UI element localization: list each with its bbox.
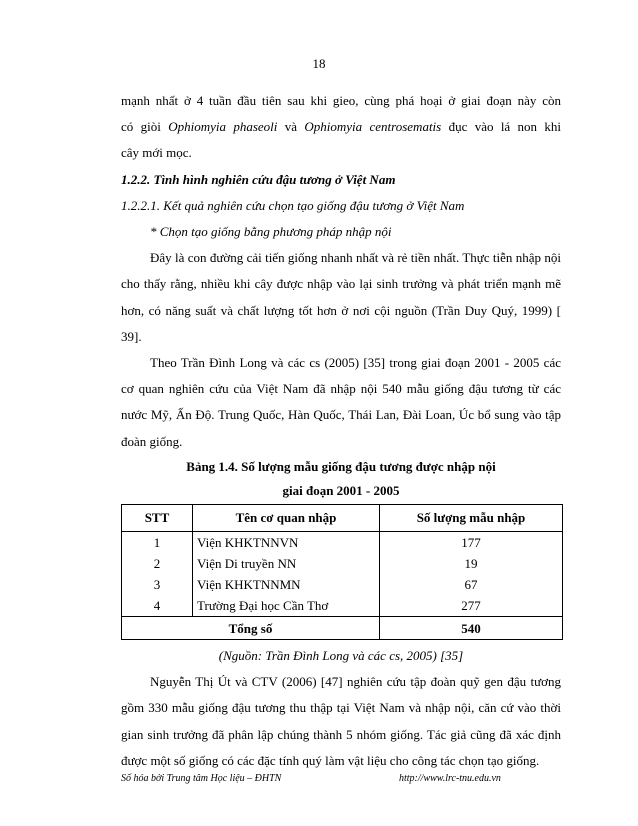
table-cell: Viện KHKTNNVN [197,535,299,551]
intro-text: đục vào lá non khi [441,119,562,135]
intro-line-3: cây mới mọc. [121,145,192,161]
paragraph-import-stats: Theo Trần Đình Long và các cs (2005) [35] trong giai đoạn 2001 - 2005 các cơ quan nghiên cứu của Việt Nam đã nhập nội 540 mẫu giống đậu tương từ các nước Mỹ, Ấn Độ. Trung Quốc, Hàn Quốc, Thái Lan, Đài Loan, Úc bổ sung vào tập đoàn giống. [121,355,561,449]
import-table [121,504,563,640]
table-subtitle: giai đoạn 2001 - 2005 [282,482,400,498]
table-body-row [122,532,563,617]
subsection-heading: 1.2.2.1. Kết quả nghiên cứu chọn tạo giống đậu tương ở Việt Nam [121,197,465,213]
paragraph-germplasm: Nguyễn Thị Út và CTV (2006) [47] nghiên cứu tập đoàn quỹ gen đậu tương gồm 330 mẫu giống đậu tương thu thập tại Việt Nam và nhập nội, căn cứ vào thời gian sinh trưởng đã phân lập chúng thành 5 nhóm giống. Tác giả cũng đã xác định được một số giống có các đặc tính quý làm vật liệu cho công tác chọn tạo giống. [121,674,561,768]
method-heading: * Chọn tạo giống bằng phương pháp nhập nội [150,224,392,240]
section-heading: 1.2.2. Tình hình nghiên cứu đậu tương ở Việt Nam [121,171,396,187]
table-cell: 277 [461,598,481,614]
species-name: Ophiomyia centrosematis [304,119,442,135]
page-number: 18 [312,56,326,71]
table-cell: Viện Di truyền NN [197,556,297,572]
species-name: Ophiomyia phaseoli [168,119,278,135]
intro-line-2 [121,114,561,140]
intro-text: có giòi [121,119,169,135]
stt-column [122,532,193,617]
table-header-row [122,504,563,531]
intro-text: và [277,119,305,135]
table-cell: 177 [461,535,481,551]
paragraph-import-method: Đây là con đường cải tiến giống nhanh nhất và rẻ tiền nhất. Thực tiễn nhập nội cho thấy rằng, nhiều khi cây được nhập vào lại sinh trưởng và phát triển mạnh mẽ hơn, có năng suất và chất lượng tốt hơn ở nơi cội nguồn (Trần Duy Quý, 1999) [ 39]. [121,250,561,344]
table-cell: Viện KHKTNNMN [197,577,301,593]
table-cell: 1 [153,535,161,551]
total-label: Tổng số [122,617,380,640]
table-cell: Trường Đại học Cần Thơ [197,598,329,614]
table-total-row [122,617,563,640]
header-count: Số lượng mẫu nhập [380,504,563,531]
footer-url: http://www.lrc-tnu.edu.vn [399,773,501,784]
table-cell: 4 [153,598,161,614]
table-cell: 3 [153,577,161,593]
table-source: (Nguồn: Trần Đình Long và các cs, 2005) [35] [218,648,464,664]
agency-column [193,532,380,617]
table-cell: 67 [464,577,478,593]
footer-digitized-by: Số hóa bởi Trung tâm Học liệu – ĐHTN [121,773,282,784]
table-cell: 2 [153,556,161,572]
header-stt: STT [122,504,193,531]
count-column [380,532,563,617]
total-value: 540 [380,617,563,640]
table-cell: 19 [464,556,478,572]
page-body [121,88,561,774]
intro-line-1: mạnh nhất ở 4 tuần đầu tiên sau khi gieo, cùng phá hoại ở giai đoạn này còn [121,93,561,108]
header-agency: Tên cơ quan nhập [193,504,380,531]
table-title: Bảng 1.4. Số lượng mẫu giống đậu tương được nhập nội [186,458,496,474]
